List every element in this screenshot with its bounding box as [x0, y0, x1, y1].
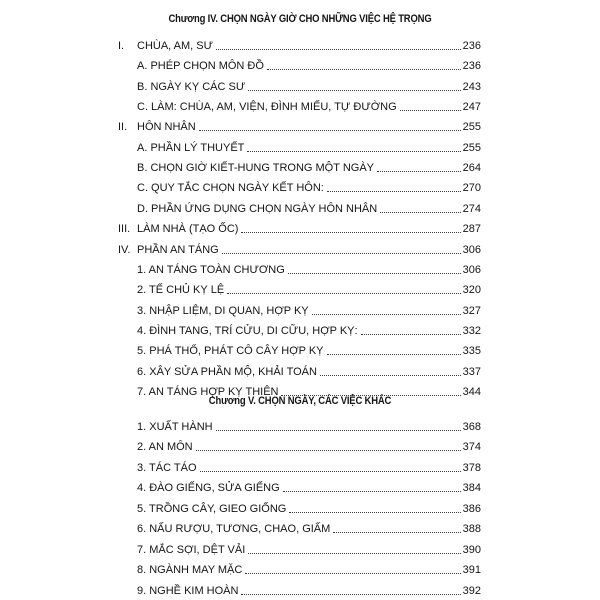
toc-entry-title: 7. MẮC SỢI, DỆT VẢI	[137, 543, 246, 556]
toc-entry-title: 8. NGÀNH MAY MẶC	[137, 564, 243, 577]
toc-entry-number: III.	[118, 223, 131, 236]
toc-entry-title: 6. NẤU RƯỢU, TƯƠNG, CHAO, GIẤM	[137, 523, 331, 536]
toc-entry-page-number: 335	[462, 345, 481, 358]
toc-entry-title: LÀM NHÀ (TẠO ỐC)	[137, 223, 239, 236]
toc-entry-page-number: 236	[462, 40, 481, 52]
chapter-heading: Chương V. CHỌN NGÀY, CÁC VIỆC KHÁC	[208, 395, 392, 407]
dot-leader	[289, 512, 460, 513]
chapter-heading: Chương IV. CHỌN NGÀY GIỜ CHO NHỮNG VIỆC HỆ TRỌNG	[168, 13, 432, 25]
toc-entry-title: 4. ĐÀO GIẾNG, SỬA GIẾNG	[137, 482, 280, 495]
toc-entry-title: CHÙA, AM, SƯ	[137, 40, 214, 52]
dot-leader	[312, 314, 461, 315]
dot-leader	[196, 450, 461, 451]
toc-entry	[137, 180, 481, 194]
dot-leader	[248, 90, 460, 91]
toc-entry-title: 2. TẾ CHỦ KỴ LỆ	[137, 284, 225, 297]
toc-entry-page-number: 306	[462, 263, 481, 276]
toc-entry	[137, 521, 481, 535]
toc-entry-title: 4. ĐÌNH TANG, TRÍ CỬU, DI CỮU, HỢP KỴ:	[137, 324, 358, 337]
dot-leader	[400, 110, 461, 111]
toc-entry-page-number: 327	[462, 304, 481, 317]
toc-entry-title: D. PHẦN ỨNG DỤNG CHỌN NGÀY HÔN NHÂN	[137, 202, 378, 215]
toc-entry-page-number: 384	[462, 482, 481, 495]
toc-entry-page-number: 274	[462, 202, 481, 215]
dot-leader	[248, 553, 460, 554]
dot-leader	[283, 491, 461, 492]
toc-entry-title: PHẦN AN TÁNG	[137, 243, 219, 256]
dot-leader	[241, 232, 460, 233]
toc-entry	[137, 262, 481, 276]
toc-entry-title: C. QUY TẮC CHỌN NGÀY KẾT HÔN:	[137, 182, 324, 195]
toc-entry	[137, 583, 481, 597]
toc-entry	[118, 119, 481, 133]
toc-entry-number: II.	[118, 121, 128, 134]
toc-entry	[118, 242, 481, 256]
toc-entry	[137, 419, 481, 433]
dot-leader	[227, 293, 460, 294]
toc-entry-title: A. PHẦN LÝ THUYẾT	[137, 141, 245, 154]
toc-entry	[137, 160, 481, 174]
toc-entry	[137, 201, 481, 215]
dot-leader	[199, 130, 461, 131]
toc-entry-page-number: 332	[462, 324, 481, 337]
toc-entry-title: 1. XUẤT HÀNH	[137, 421, 213, 433]
toc-entry-page-number: 374	[462, 441, 481, 454]
toc-entry-page-number: 337	[462, 365, 481, 378]
toc-entry-page-number: 388	[462, 523, 481, 536]
toc-entry	[137, 99, 481, 113]
toc-entry-title: B. NGÀY KỴ CÁC SƯ	[137, 80, 246, 93]
toc-entry-title: C. LÀM: CHÙA, AM, VIỆN, ĐÌNH MIẾU, TỰ ĐƯỜNG	[137, 101, 397, 114]
toc-entry-page-number: 320	[462, 284, 481, 297]
toc-entry-page-number: 255	[462, 121, 481, 134]
toc-entry-page-number: 236	[462, 60, 481, 73]
toc-entry-page-number: 392	[462, 584, 481, 597]
dot-leader	[380, 212, 460, 213]
toc-entry	[137, 439, 481, 453]
toc-entry-title: HÔN NHÂN	[137, 121, 196, 134]
dot-leader	[333, 532, 460, 533]
toc-entry-title: A. PHÉP CHỌN MÔN ĐỒ	[137, 60, 264, 73]
toc-entry	[137, 58, 481, 72]
toc-entry	[137, 542, 481, 556]
toc-entry-page-number: 306	[462, 243, 481, 256]
toc-entry	[118, 38, 481, 52]
toc-entry-page-number: 386	[462, 502, 481, 515]
toc-entry	[137, 140, 481, 154]
toc-entry-page-number: 378	[462, 461, 481, 474]
toc-entry-title: B. CHỌN GIỜ KIẾT-HUNG TRONG MỘT NGÀY	[137, 162, 374, 175]
toc-entry-title: 3. NHẬP LIỆM, DI QUAN, HỢP KỴ	[137, 304, 309, 317]
dot-leader	[216, 430, 461, 431]
dot-leader	[267, 69, 461, 70]
toc-entry-title: 7. AN TÁNG HỢP KỴ THIÊN	[137, 385, 279, 398]
toc-entry	[137, 79, 481, 93]
toc-entry-title: 5. TRỒNG CÂY, GIEO GIỐNG	[137, 502, 287, 515]
dot-leader	[200, 471, 461, 472]
dot-leader	[327, 191, 461, 192]
dot-leader	[327, 354, 461, 355]
toc-entry-page-number: 390	[462, 543, 481, 556]
toc-entry	[137, 501, 481, 515]
toc-entry-number: I.	[118, 40, 125, 52]
dot-leader	[320, 375, 461, 376]
dot-leader	[288, 273, 461, 274]
toc-entry-title: 6. XÂY SỬA PHẦN MỘ, KHẢI TOÁN	[137, 365, 317, 378]
toc-entry-page-number: 287	[462, 223, 481, 236]
toc-entry-page-number: 247	[462, 101, 481, 114]
toc-entry-page-number: 243	[462, 80, 481, 93]
toc-entry-page-number: 270	[462, 182, 481, 195]
toc-entry-page-number: 255	[462, 141, 481, 154]
dot-leader	[247, 151, 460, 152]
toc-entry	[137, 480, 481, 494]
toc-entry-title: 3. TÁC TÁO	[137, 461, 197, 474]
toc-entry	[118, 221, 481, 235]
toc-entry-page-number: 391	[462, 564, 481, 577]
toc-entry-page-number: 368	[462, 421, 481, 433]
dot-leader	[216, 49, 461, 50]
toc-entry-title: 9. NGHỀ KIM HOÀN	[137, 584, 239, 597]
dot-leader	[241, 594, 460, 595]
toc-entry	[137, 323, 481, 337]
toc-entry-page-number: 344	[462, 385, 481, 398]
toc-entry	[137, 343, 481, 357]
toc-entry-page-number: 264	[462, 162, 481, 175]
dot-leader	[245, 573, 460, 574]
toc-entry	[137, 460, 481, 474]
toc-entry	[137, 282, 481, 296]
toc-entry	[137, 562, 481, 576]
dot-leader	[222, 253, 461, 254]
toc-entry	[137, 303, 481, 317]
toc-entry-title: 5. PHÁ THỔ, PHÁT CÔ CÂY HỢP KỴ	[137, 345, 324, 358]
toc-entry	[137, 364, 481, 378]
toc-entry-title: 2. AN MÔN	[137, 441, 193, 454]
toc-entry-title: 1. AN TÁNG TOÀN CHƯƠNG	[137, 263, 285, 276]
toc-entry-number: IV.	[118, 243, 131, 256]
dot-leader	[377, 171, 461, 172]
dot-leader	[361, 334, 461, 335]
